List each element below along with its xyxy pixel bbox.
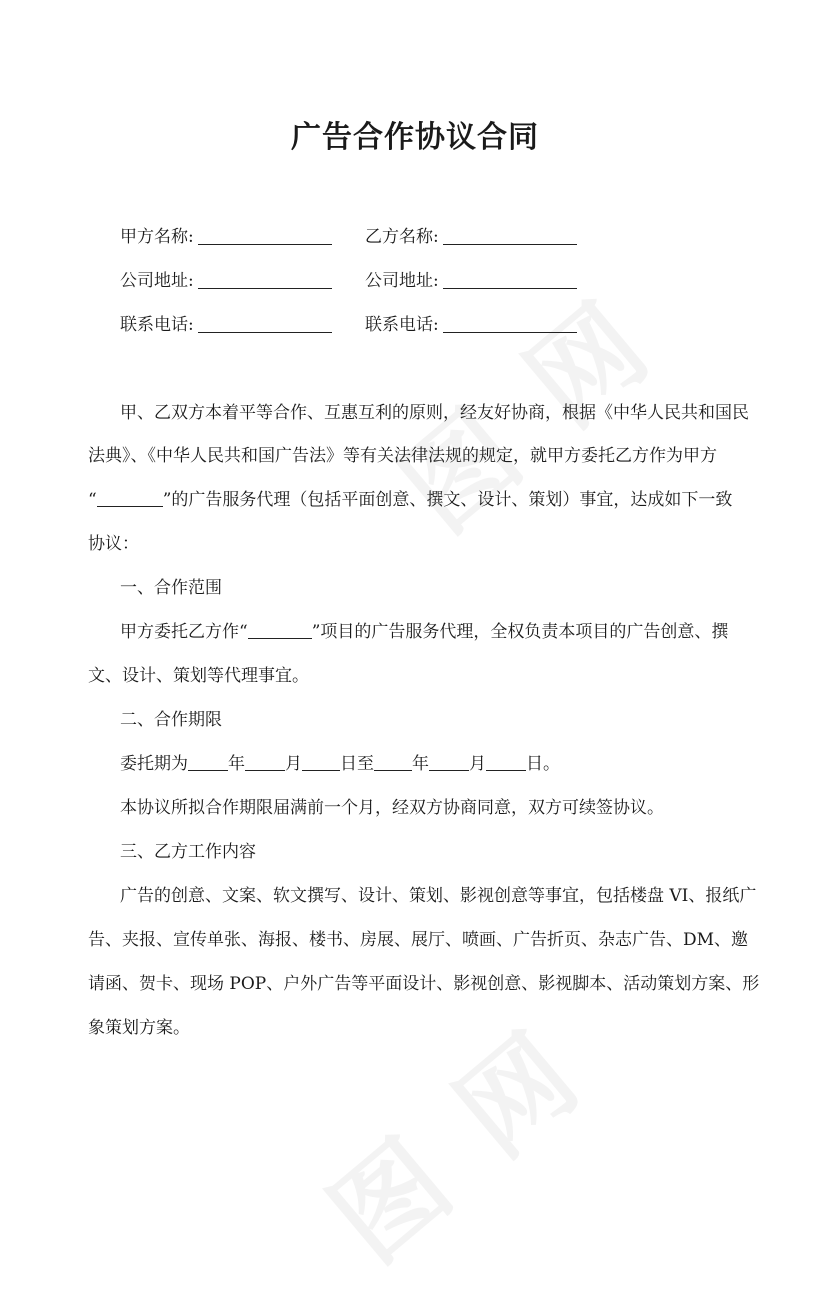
end-day-blank[interactable] (486, 754, 526, 771)
quote-open: “ (88, 490, 97, 510)
party-a-phone-label: 联系电话: (120, 315, 194, 335)
party-a-phone-field (120, 310, 332, 335)
party-a-name-field (120, 222, 332, 247)
preamble-line (88, 485, 732, 510)
year-label: 年 (228, 754, 245, 774)
party-a-phone-blank[interactable] (198, 314, 332, 333)
scope-line: 文、设计、策划等代理事宜。 (88, 666, 309, 686)
end-year-blank[interactable] (374, 754, 412, 771)
period-prefix: 委托期为 (120, 754, 188, 774)
party-b-phone-field (365, 310, 577, 335)
preamble-line: 甲、乙双方本着平等合作、互惠互利的原则，经友好协商，根据《中华人民共和国民 (120, 403, 749, 423)
renewal-line: 本协议所拟合作期限届满前一个月，经双方协商同意，双方可续签协议。 (120, 798, 664, 818)
start-year-blank[interactable] (188, 754, 228, 771)
term-period-line (120, 749, 560, 774)
party-a-address-blank[interactable] (198, 270, 332, 289)
year-label: 年 (412, 754, 429, 774)
end-month-blank[interactable] (429, 754, 469, 771)
scope-line (120, 617, 728, 642)
work-line: 请函、贺卡、现场 POP、户外广告等平面设计、影视创意、影视脚本、活动策划方案、形 (88, 974, 760, 994)
scope-line1-pre: 甲方委托乙方作“ (120, 622, 248, 642)
scope-project-blank[interactable] (248, 622, 312, 639)
section-heading-work: 三、乙方工作内容 (120, 842, 256, 862)
scope-line1-post: ”项目的广告服务代理，全权负责本项目的广告创意、撰 (311, 622, 729, 642)
party-b-address-blank[interactable] (443, 270, 577, 289)
section-heading-scope: 一、合作范围 (120, 578, 222, 598)
party-b-phone-label: 联系电话: (365, 315, 439, 335)
work-line: 象策划方案。 (88, 1018, 190, 1038)
work-line: 告、夹报、宣传单张、海报、楼书、房展、展厅、喷画、广告折页、杂志广告、DM、邀 (88, 930, 749, 950)
party-b-address-field (365, 266, 577, 291)
day-label: 日至 (340, 754, 374, 774)
preamble-line3-text: ”的广告服务代理（包括平面创意、撰文、设计、策划）事宜，达成如下一致 (162, 490, 733, 510)
section-heading-term: 二、合作期限 (120, 710, 222, 730)
party-b-name-label: 乙方名称: (365, 227, 439, 247)
party-a-address-field (120, 266, 332, 291)
party-a-name-label: 甲方名称: (120, 227, 194, 247)
project-name-blank[interactable] (97, 490, 163, 507)
preamble-line: 协议： (88, 534, 139, 554)
month-label: 月 (285, 754, 302, 774)
party-b-name-field (365, 222, 577, 247)
party-a-name-blank[interactable] (198, 226, 332, 245)
preamble-line: 法典》、《中华人民共和国广告法》等有关法律法规的规定，就甲方委托乙方作为甲方 (88, 446, 717, 466)
start-day-blank[interactable] (302, 754, 340, 771)
document-title: 广告合作协议合同 (291, 120, 539, 155)
party-a-address-label: 公司地址: (120, 271, 194, 291)
month-label: 月 (469, 754, 486, 774)
work-line: 广告的创意、文案、软文撰写、设计、策划、影视创意等事宜，包括楼盘 VI、报纸广 (120, 886, 757, 906)
day-label: 日。 (526, 754, 560, 774)
start-month-blank[interactable] (245, 754, 285, 771)
party-b-name-blank[interactable] (443, 226, 577, 245)
party-b-phone-blank[interactable] (443, 314, 577, 333)
watermark (292, 988, 610, 1290)
party-b-address-label: 公司地址: (365, 271, 439, 291)
